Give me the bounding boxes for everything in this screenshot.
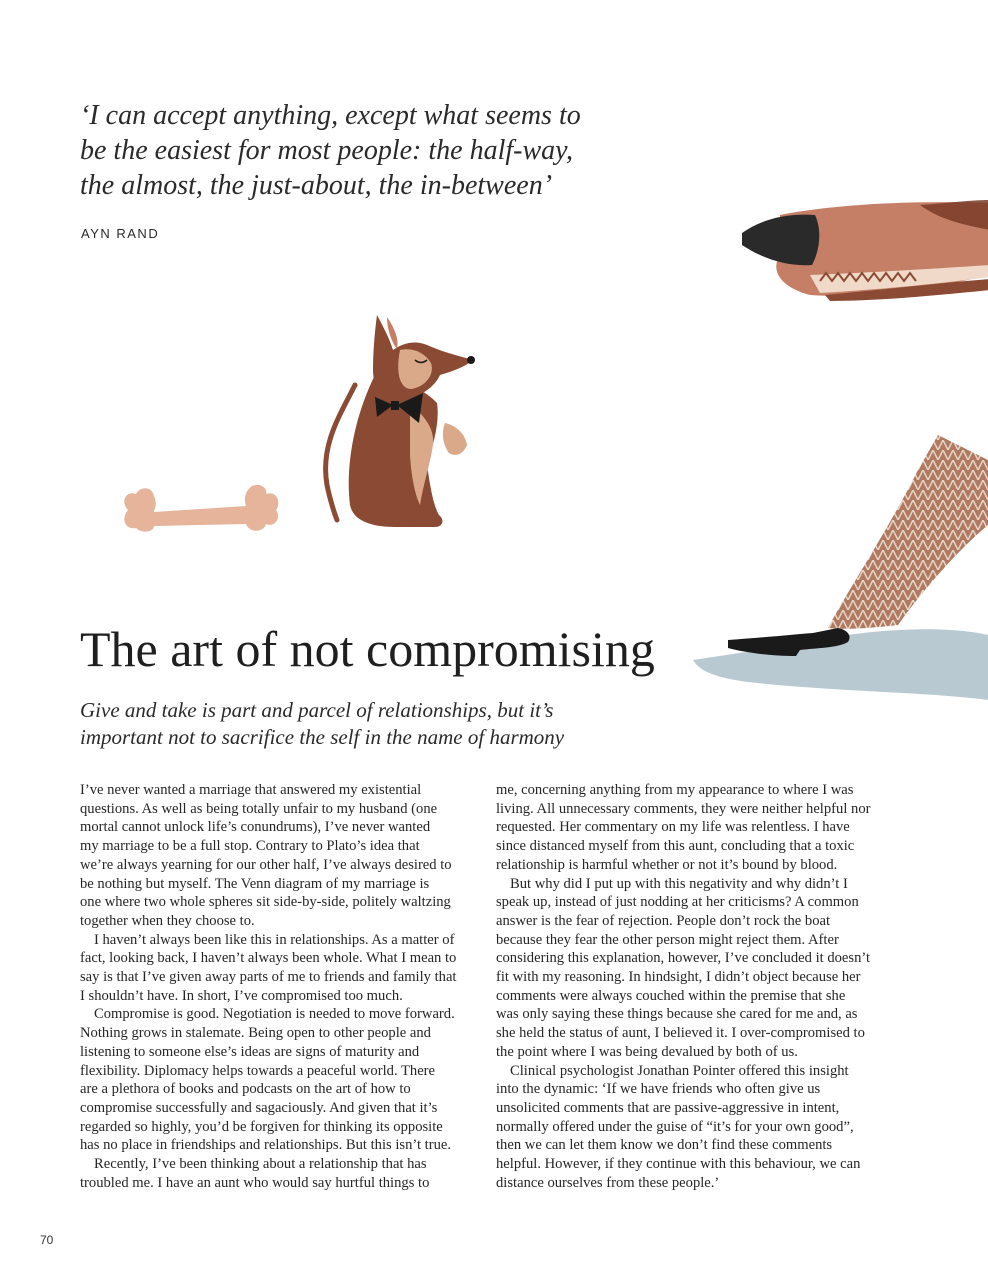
body-line: together when they choose to. [80, 912, 255, 929]
body-line: living. All unnecessary comments, they were neither helpful nor [496, 800, 871, 817]
bone-illustration [118, 480, 283, 535]
body-line: normally offered under the guise of “it’s for your own good”, [496, 1118, 854, 1135]
body-line: I’ve never wanted a marriage that answered my existential [80, 782, 422, 798]
body-line: one where two whole spheres sit side-by-side, politely waltzing [80, 894, 451, 911]
body-line: relationship is harmful whether or not it’s bound by blood. [496, 856, 838, 873]
body-line: because they fear the other person might reject them. After [496, 931, 839, 948]
body-line: questions. As well as being totally unfair to my husband (one [80, 800, 438, 817]
body-line: be nothing but myself. The Venn diagram of my marriage is [80, 875, 430, 892]
body-line: fact, looking back, I haven’t always been whole. What I mean to [80, 950, 457, 967]
body-line: say is that I’ve given away parts of me to friends and family that [80, 969, 457, 986]
body-column-left [80, 781, 480, 1192]
big-dog-head-illustration [740, 195, 988, 305]
body-line: requested. Her commentary on my life was relentless. I have [496, 819, 850, 836]
body-line: then we can let them know we don’t find these comments [496, 1137, 833, 1154]
body-line: since distanced myself from this aunt, concluding that a toxic [496, 838, 855, 855]
body-line: are a plethora of books and podcasts on the art of how to [80, 1081, 411, 1098]
body-line: flexibility. Diplomacy helps towards a peaceful world. There [80, 1062, 436, 1079]
body-line: mortal cannot unlock life’s conundrums), I’ve never wanted [80, 819, 431, 836]
quote-line: the almost, the just-about, the in-between’ [80, 170, 553, 201]
page-number: 70 [40, 1233, 54, 1247]
article-title: The art of not compromising [80, 621, 655, 677]
body-line: Clinical psychologist Jonathan Pointer offered this insight [510, 1062, 849, 1079]
body-column-right [496, 781, 896, 1192]
sitting-dog-illustration [315, 305, 485, 535]
standfirst-line: important not to sacrifice the self in the name of harmony [80, 725, 565, 749]
article-standfirst [80, 697, 640, 751]
body-line: I shouldn’t have. In short, I’ve compromised too much. [80, 987, 403, 1004]
body-line: has no place in friendships and relationships. But this isn’t true. [80, 1137, 452, 1154]
body-line: speak up, instead of just nodding at her criticisms? A common [496, 894, 859, 911]
standfirst-line: Give and take is part and parcel of relationships, but it’s [80, 698, 554, 722]
body-line: fit with my reasoning. In hindsight, I didn’t object because her [496, 969, 861, 986]
quote-line: be the easiest for most people: the half-way, [80, 135, 574, 166]
body-line: the point where I was being devalued by both of us. [496, 1043, 798, 1060]
pull-quote [80, 98, 640, 203]
body-line: she held the status of aunt, I believed it. I over-compromised to [496, 1025, 865, 1042]
body-line: But why did I put up with this negativity and why didn’t I [510, 875, 848, 892]
body-line: considering this explanation, however, I’ve concluded it doesn’t [496, 950, 871, 967]
body-line: Compromise is good. Negotiation is needed to move forward. [94, 1006, 455, 1023]
body-line: compromise successfully and sagaciously. And given that it’s [80, 1099, 438, 1116]
body-line: listening to someone else’s ideas are signs of maturity and [80, 1043, 420, 1060]
body-line: I haven’t always been like this in relationships. As a matter of [94, 931, 455, 948]
body-line: Nothing grows in stalemate. Being open to other people and [80, 1025, 431, 1042]
body-line: unsolicited comments that are passive-aggressive in intent, [496, 1099, 840, 1116]
body-line: into the dynamic: ‘If we have friends who often give us [496, 1081, 821, 1098]
body-line: distance ourselves from these people.’ [496, 1174, 720, 1191]
body-line: was only saying these things because she cared for me and, as [496, 1006, 858, 1023]
trouser-leg-illustration [688, 430, 988, 700]
body-line: troubled me. I have an aunt who would say hurtful things to [80, 1174, 430, 1191]
body-line: me, concerning anything from my appearance to where I was [496, 782, 854, 798]
body-line: regarded so highly, you’d be forgiven for thinking its opposite [80, 1118, 443, 1135]
body-line: Recently, I’ve been thinking about a relationship that has [94, 1156, 427, 1173]
body-line: my marriage to be a full stop. Contrary to Plato’s idea that [80, 838, 420, 855]
body-line: comments were always couched within the premise that she [496, 987, 846, 1004]
body-line: helpful. However, if they continue with this behaviour, we can [496, 1156, 861, 1173]
quote-author: AYN RAND [81, 226, 160, 241]
body-line: answer is the fear of rejection. People don’t rock the boat [496, 912, 831, 929]
body-line: we’re always yearning for our other half, I’ve always desired to [80, 856, 452, 873]
quote-line: ‘I can accept anything, except what seems to [80, 100, 581, 131]
